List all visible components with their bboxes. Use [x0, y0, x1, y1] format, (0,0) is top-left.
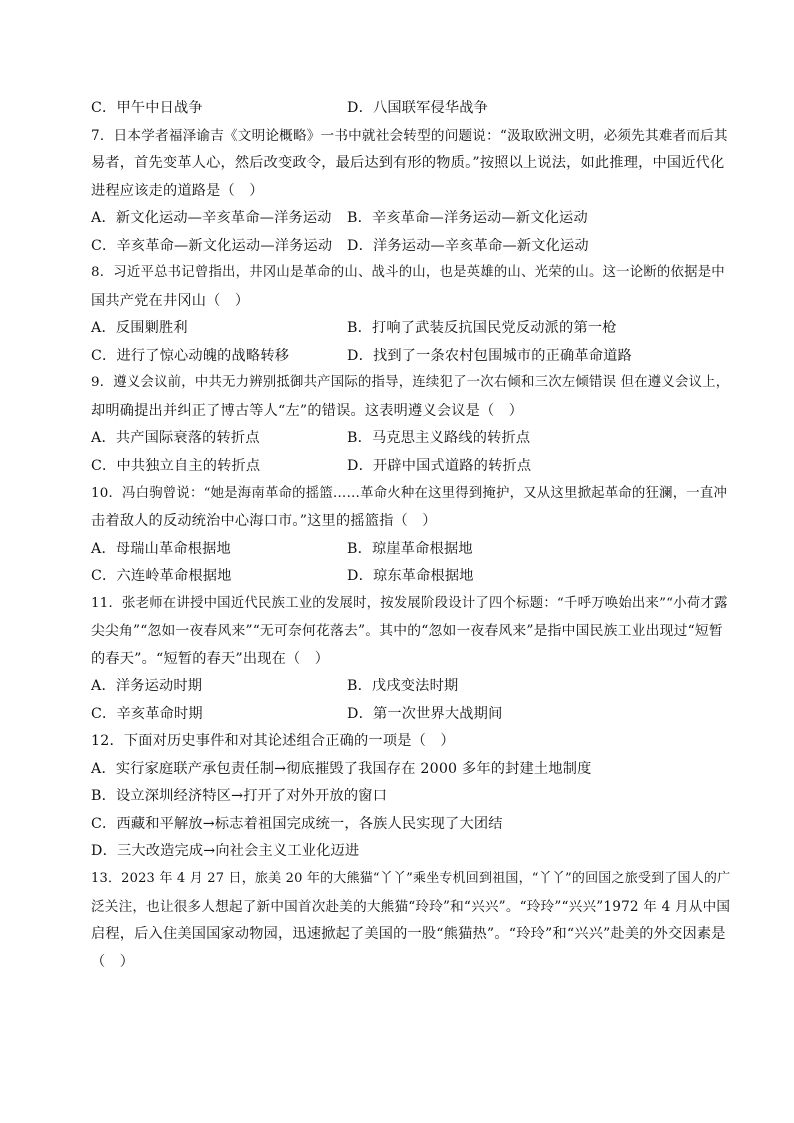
q8-stem-line2: 国共产党在井冈山（ ） — [91, 293, 250, 309]
q7-stem-line1: 7．日本学者福泽谕吉《文明论概略》一书中就社会转型的问题说：“汲取欧洲文明，必须先其难者而后其 — [91, 128, 728, 144]
q13-stem-line1: 13．2023 年 4 月 27 日，旅美 20 年的大熊猫“丫丫”乘坐专机回到祖国，“丫丫”的回国之旅受到了国人的广 — [91, 871, 731, 886]
q10-option-d: D．琼东革命根据地 — [347, 568, 474, 584]
q12-option-c: C．西藏和平解放→标志着祖国完成统一，各族人民实现了大团结 — [91, 816, 503, 832]
q9-option-d: D．开辟中国式道路的转折点 — [347, 458, 532, 474]
q7-option-b: B．辛亥革命—洋务运动—新文化运动 — [347, 210, 588, 226]
q9-option-b: B．马克思主义路线的转折点 — [347, 430, 531, 446]
q9-option-a: A．共产国际衰落的转折点 — [91, 430, 260, 446]
q7-option-a: A．新文化运动—辛亥革命—洋务运动 — [91, 210, 332, 226]
q7-stem-line3: 进程应该走的道路是（ ） — [91, 183, 264, 199]
q12-option-a: A．实行家庭联产承包责任制→彻底摧毁了我国存在 2000 多年的封建土地制度 — [91, 761, 592, 777]
q9-option-c: C．中共独立自主的转折点 — [91, 458, 261, 474]
q6-option-c: C．甲午中日战争 — [91, 100, 203, 116]
q8-option-c: C．进行了惊心动魄的战略转移 — [91, 348, 290, 364]
q10-stem-line2: 击着敌人的反动统治中心海口市。”这里的摇篮指（ ） — [91, 513, 437, 529]
q12-option-b: B．设立深圳经济特区→打开了对外开放的窗口 — [91, 788, 388, 804]
q8-option-d: D．找到了一条农村包围城市的正确革命道路 — [347, 348, 632, 364]
q12-option-d: D．三大改造完成→向社会主义工业化迈进 — [91, 843, 360, 859]
q11-option-a: A．洋务运动时期 — [91, 678, 203, 694]
q11-stem-line2: 尖尖角”“忽如一夜春风来”“无可奈何花落去”。其中的“忽如一夜春风来”是指中国民族工业出现过“短暂 — [91, 623, 723, 639]
q12-stem-line1: 12．下面对历史事件和对其论述组合正确的一项是（ ） — [91, 733, 455, 749]
q11-option-c: C．辛亥革命时期 — [91, 706, 203, 722]
q13-stem-line2: 泛关注，也让很多人想起了新中国首次赴美的大熊猫“玲玲”和“兴兴”。“玲玲”“兴兴”1972 年 4 月从中国 — [91, 899, 731, 915]
q7-option-c: C．辛亥革命—新文化运动—洋务运动 — [91, 238, 333, 254]
q11-option-d: D．第一次世界大战期间 — [347, 706, 503, 722]
q11-stem-line3: 的春天”。“短暂的春天”出现在（ ） — [91, 651, 330, 667]
q7-option-d: D．洋务运动—辛亥革命—新文化运动 — [347, 238, 589, 254]
q8-option-b: B．打响了武装反抗国民党反动派的第一枪 — [347, 320, 617, 336]
q11-option-b: B．戊戌变法时期 — [347, 678, 459, 694]
q13-stem-line4: （ ） — [91, 954, 135, 970]
q7-stem-line2: 易者，首先变革人心，然后改变政令，最后达到有形的物质。”按照以上说法，如此推理，中国近代化 — [91, 155, 725, 171]
q10-option-c: C．六连岭革命根据地 — [91, 568, 232, 584]
q9-stem-line1: 9．遵义会议前，中共无力辨别抵御共产国际的指导，连续犯了一次右倾和三次左倾错误 但在遵义会议上， — [91, 375, 730, 390]
q11-stem-line1: 11．张老师在讲授中国近代民族工业的发展时，按发展阶段设计了四个标题：“千呼万唤始出来”“小荷才露 — [91, 596, 728, 611]
q13-stem-line3: 启程，后入住美国国家动物园，迅速掀起了美国的一股“熊猫热”。“玲玲”和“兴兴”赴美的外交因素是 — [91, 926, 726, 942]
q10-option-a: A．母瑞山革命根据地 — [91, 541, 231, 557]
q8-stem-line1: 8．习近平总书记曾指出，井冈山是革命的山、战斗的山，也是英雄的山、光荣的山。这一论断的依据是中 — [91, 265, 725, 280]
q10-option-b: B．琼崖革命根据地 — [347, 541, 473, 557]
q9-stem-line2: 却明确提出并纠正了博古等人“左”的错误。这表明遵义会议是（ ） — [91, 403, 524, 419]
q8-option-a: A．反围剿胜利 — [91, 320, 188, 336]
q10-stem-line1: 10．冯白驹曾说：“她是海南革命的摇篮……革命火种在这里得到掩护，又从这里掀起革命的狂澜，一直冲 — [91, 486, 728, 501]
q6-option-d: D．八国联军侵华战争 — [347, 100, 489, 116]
